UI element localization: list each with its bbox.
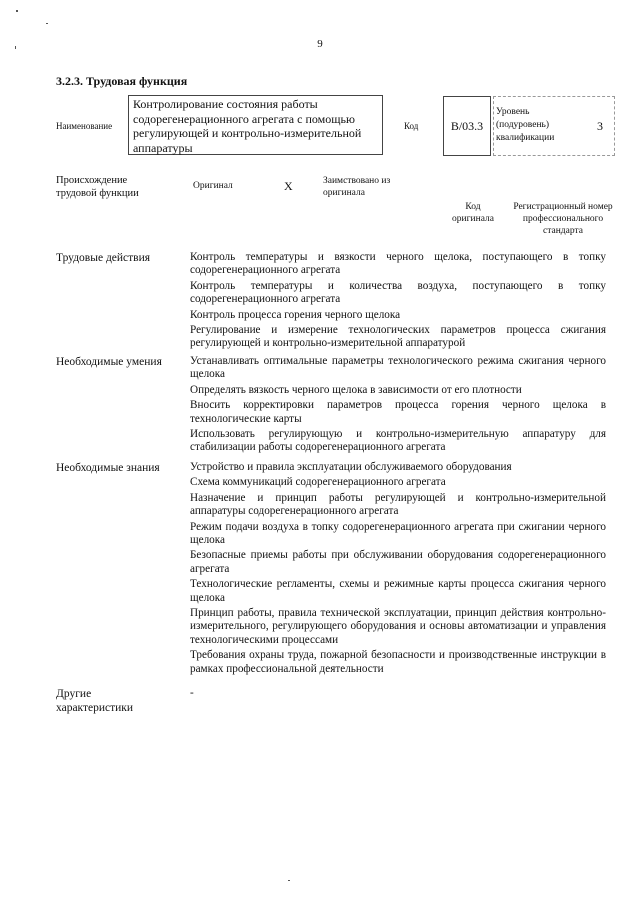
list-item: Устройство и правила эксплуатации обслуживаемого оборудования xyxy=(190,461,512,473)
list-item: Устанавливать оптимальные параметры технологического режима сжигания черного щелока xyxy=(190,355,606,381)
list-item: - xyxy=(190,687,194,699)
function-name-box xyxy=(128,95,383,155)
other-list xyxy=(190,687,606,702)
list-item: Контроль температуры и количества воздуха, поступающего в топку содорегенерационного агрегата xyxy=(190,279,606,306)
original-mark: X xyxy=(284,179,293,193)
function-name: Контролирование состояния работы содорегенерационного агрегата с помощью регулирующей и контрольно-измерительной аппаратуры xyxy=(133,97,362,155)
list-item: Требования охраны труда, пожарной безопасности и производственные инструкции в рамках профессиональной деятельности xyxy=(190,649,606,675)
list-item: Технологические регламенты, схемы и режимные карты процесса сжигания черного щелока xyxy=(190,578,606,604)
scan-speck xyxy=(46,23,48,24)
scan-speck xyxy=(288,880,290,881)
original-label: Оригинал xyxy=(193,181,233,191)
knowledge-list xyxy=(190,461,606,678)
list-item: Принцип работы, правила технической эксплуатации, принцип действия контрольно-измерительного, регулирующего оборудования и основы автоматизации и управления технологическими процессами xyxy=(190,607,606,646)
section-title: 3.2.3. Трудовая функция xyxy=(56,74,188,88)
name-label: Наименование xyxy=(56,121,113,131)
reg-number-label: Регистрационный номер профессионального стандарта xyxy=(513,202,613,236)
knowledge-label: Необходимые знания xyxy=(56,462,160,474)
skills-list xyxy=(190,355,606,457)
list-item: Схема коммуникаций содорегенерационного агрегата xyxy=(190,476,446,489)
code-value: В/03.3 xyxy=(450,119,484,133)
page-number: 9 xyxy=(317,38,323,50)
qualification-level-label: Уровень (подуровень) квалификации xyxy=(496,107,555,143)
list-item: Контроль процесса горения черного щелока xyxy=(190,308,401,321)
list-item: Режим подачи воздуха в топку содорегенерационного агрегата при сжигании черного щелока xyxy=(190,520,606,547)
list-item: Назначение и принцип работы регулирующей и контрольно-измерительной аппаратуры содорегенерационного агрегата xyxy=(190,491,606,518)
code-box xyxy=(443,96,491,156)
other-label: Другие характеристики xyxy=(56,688,134,714)
list-item: Определять вязкость черного щелока в зависимости от его плотности xyxy=(190,383,522,396)
scan-speck xyxy=(16,10,18,12)
actions-list xyxy=(190,251,606,353)
list-item: Контроль температуры и вязкости черного щелока, поступающего в топку содорегенерационного агрегата xyxy=(190,251,606,277)
list-item: Вносить корректировки параметров процесса горения черного щелока в технологические карты xyxy=(190,399,606,425)
code-label: Код xyxy=(404,121,419,131)
skills-label: Необходимые умения xyxy=(56,356,162,368)
code-original-label: Код оригинала xyxy=(452,202,494,224)
list-item: Использовать регулирующую и контрольно-измерительную аппаратуру для стабилизации работы содорегенерационного агрегата xyxy=(190,428,606,454)
borrowed-label: Заимствовано из оригинала xyxy=(323,176,391,198)
origin-label: Происхождение трудовой функции xyxy=(56,175,139,199)
actions-label: Трудовые действия xyxy=(56,252,151,264)
list-item: Безопасные приемы работы при обслуживании оборудования содорегенерационного агрегата xyxy=(190,549,606,575)
qualification-level-value: 3 xyxy=(597,119,603,133)
list-item: Регулирование и измерение технологических параметров процесса сжигания регулирующей и контрольно-измерительной аппаратурой xyxy=(190,324,606,350)
